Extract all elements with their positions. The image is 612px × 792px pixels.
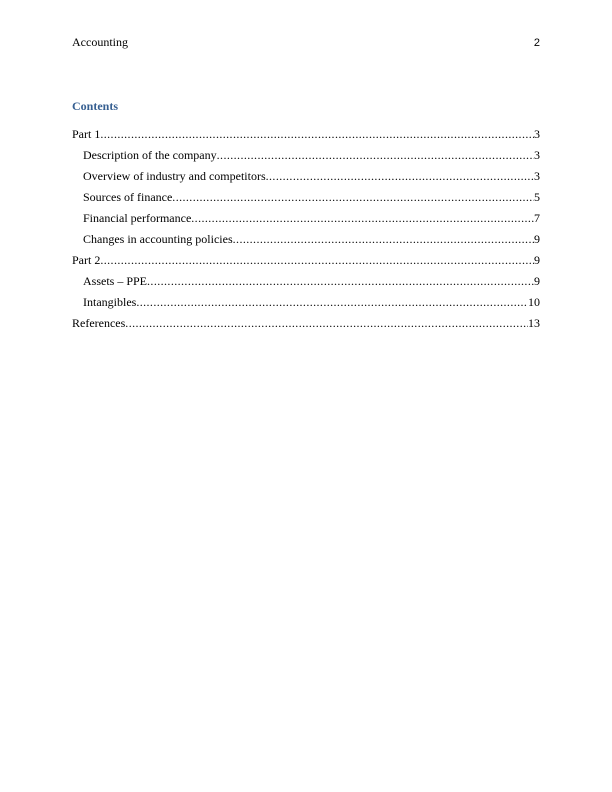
- toc-dot-leader: [233, 232, 534, 246]
- toc-dot-leader: [125, 316, 528, 330]
- toc-entry-page: 13: [528, 316, 540, 330]
- toc-entry-intangibles[interactable]: [72, 295, 540, 316]
- toc-entry-description-of-company[interactable]: [72, 148, 540, 169]
- toc-entry-references[interactable]: [72, 316, 540, 337]
- page-number: 2: [533, 37, 540, 49]
- toc-entry-page: 9: [534, 274, 540, 288]
- document-header-title: Accounting: [72, 35, 128, 49]
- toc-entry-sources-of-finance[interactable]: [72, 190, 540, 211]
- toc-entry-page: 5: [534, 190, 540, 204]
- toc-dot-leader: [136, 295, 528, 309]
- toc-dot-leader: [100, 127, 534, 141]
- toc-dot-leader: [147, 274, 534, 288]
- toc-entry-label: References: [72, 316, 126, 330]
- toc-entry-part-1[interactable]: [72, 127, 540, 148]
- toc-entry-financial-performance[interactable]: [72, 211, 540, 232]
- toc-entry-page: 3: [534, 127, 540, 141]
- table-of-contents: [72, 127, 540, 337]
- toc-heading: Contents: [72, 99, 119, 113]
- toc-entry-label: Financial performance: [83, 211, 192, 225]
- toc-dot-leader: [100, 253, 534, 267]
- toc-entry-page: 3: [534, 148, 540, 162]
- toc-entry-assets-ppe[interactable]: [72, 274, 540, 295]
- toc-entry-changes-accounting-policies[interactable]: [72, 232, 540, 253]
- toc-entry-overview-industry[interactable]: [72, 169, 540, 190]
- toc-entry-label: Sources of finance: [83, 190, 173, 204]
- toc-dot-leader: [217, 148, 534, 162]
- toc-dot-leader: [172, 190, 534, 204]
- toc-entry-part-2[interactable]: [72, 253, 540, 274]
- toc-entry-page: 10: [528, 295, 540, 309]
- toc-entry-label: Changes in accounting policies: [83, 232, 233, 246]
- toc-entry-label: Assets – PPE: [83, 274, 148, 288]
- toc-entry-page: 7: [534, 211, 540, 225]
- toc-entry-label: Part 1: [72, 127, 101, 141]
- toc-entry-page: 9: [534, 232, 540, 246]
- toc-entry-label: Intangibles: [83, 295, 137, 309]
- toc-dot-leader: [266, 169, 534, 183]
- toc-entry-page: 3: [534, 169, 540, 183]
- toc-entry-label: Overview of industry and competitors: [83, 169, 266, 183]
- toc-entry-label: Part 2: [72, 253, 101, 267]
- toc-entry-page: 9: [534, 253, 540, 267]
- toc-dot-leader: [191, 211, 534, 225]
- toc-entry-label: Description of the company: [83, 148, 217, 162]
